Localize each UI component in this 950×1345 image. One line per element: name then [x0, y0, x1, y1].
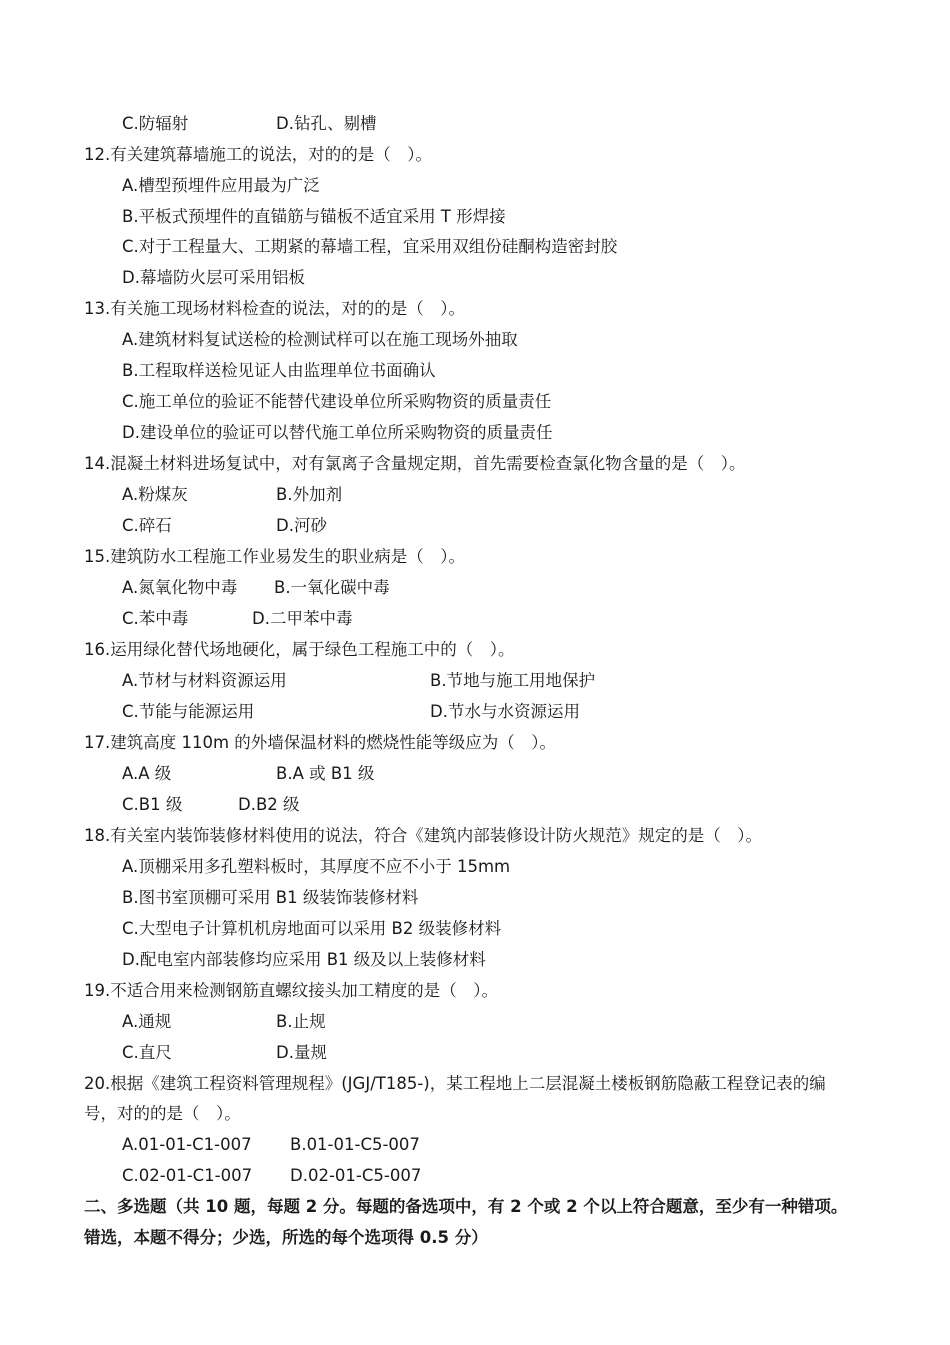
q17-option-d: D.B2 级 [238, 795, 300, 814]
q18-option-b: B.图书室顶棚可采用 B1 级装饰装修材料 [122, 888, 419, 907]
q19-option-d: D.量规 [276, 1043, 327, 1062]
q18-option-a: A.顶棚采用多孔塑料板时，其厚度不应不小于 15mm [122, 857, 511, 876]
q19-option-a: A.通规 [122, 1012, 172, 1031]
q15-option-d: D.二甲苯中毒 [252, 609, 353, 628]
q17-option-a: A.A 级 [122, 764, 172, 783]
q12-option-d: D.幕墙防火层可采用铝板 [122, 268, 305, 287]
q14-option-b: B.外加剂 [276, 485, 343, 504]
q19-option-b: B.止规 [276, 1012, 326, 1031]
q13-option-d: D.建设单位的验证可以替代施工单位所采购物资的质量责任 [122, 423, 553, 442]
section-2-heading-line2: 错选，本题不得分；少选，所选的每个选项得 0.5 分） [84, 1228, 488, 1247]
q18-option-d: D.配电室内部装修均应采用 B1 级及以上装修材料 [122, 950, 486, 969]
q17-option-c: C.B1 级 [122, 795, 183, 814]
q12-option-b: B.平板式预埋件的直锚筋与锚板不适宜采用 T 形焊接 [122, 207, 506, 226]
q15-stem: 15.建筑防水工程施工作业易发生的职业病是（ ）。 [84, 547, 465, 566]
q13-option-c: C.施工单位的验证不能替代建设单位所采购物资的质量责任 [122, 392, 552, 411]
q12-option-a: A.槽型预埋件应用最为广泛 [122, 176, 320, 195]
q17-option-b: B.A 或 B1 级 [276, 764, 375, 783]
q16-option-c: C.节能与能源运用 [122, 702, 255, 721]
q18-stem: 18.有关室内装饰装修材料使用的说法，符合《建筑内部装修设计防火规范》规定的是（ ）。 [84, 826, 762, 845]
q12-stem: 12.有关建筑幕墙施工的说法，对的的是（ ）。 [84, 145, 432, 164]
q11-option-c: C.防辐射 [122, 114, 189, 133]
q20-option-c: C.02-01-C1-007 [122, 1166, 253, 1185]
q15-option-b: B.一氧化碳中毒 [274, 578, 390, 597]
q16-stem: 16.运用绿化替代场地硬化，属于绿色工程施工中的（ ）。 [84, 640, 515, 659]
q14-option-c: C.碎石 [122, 516, 172, 535]
q16-option-b: B.节地与施工用地保护 [430, 671, 596, 690]
q20-option-d: D.02-01-C5-007 [290, 1166, 422, 1185]
q14-option-d: D.河砂 [276, 516, 327, 535]
section-2-heading-line1: 二、多选题（共 10 题，每题 2 分。每题的备选项中，有 2 个或 2 个以上符合题意，至少有一种错项。 [84, 1197, 848, 1216]
q16-option-a: A.节材与材料资源运用 [122, 671, 287, 690]
q19-option-c: C.直尺 [122, 1043, 172, 1062]
q20-stem-line1: 20.根据《建筑工程资料管理规程》(JGJ/T185-)，某工程地上二层混凝土楼板钢筋隐蔽工程登记表的编 [84, 1074, 826, 1093]
q18-option-c: C.大型电子计算机机房地面可以采用 B2 级装修材料 [122, 919, 502, 938]
q13-option-a: A.建筑材料复试送检的检测试样可以在施工现场外抽取 [122, 330, 518, 349]
q13-option-b: B.工程取样送检见证人由监理单位书面确认 [122, 361, 436, 380]
q19-stem: 19.不适合用来检测钢筋直螺纹接头加工精度的是（ ）。 [84, 981, 498, 1000]
q12-option-c: C.对于工程量大、工期紧的幕墙工程，宜采用双组份硅酮构造密封胶 [122, 237, 618, 256]
q11-option-d: D.钻孔、剔槽 [276, 114, 377, 133]
q20-stem-line2: 号，对的的是（ ）。 [84, 1104, 241, 1123]
q14-option-a: A.粉煤灰 [122, 485, 188, 504]
q15-option-c: C.苯中毒 [122, 609, 189, 628]
q17-stem: 17.建筑高度 110m 的外墙保温材料的燃烧性能等级应为（ ）。 [84, 733, 557, 752]
q20-option-b: B.01-01-C5-007 [290, 1135, 420, 1154]
q20-option-a: A.01-01-C1-007 [122, 1135, 252, 1154]
q13-stem: 13.有关施工现场材料检查的说法，对的的是（ ）。 [84, 299, 465, 318]
q14-stem: 14.混凝土材料进场复试中，对有氯离子含量规定期，首先需要检查氯化物含量的是（ ）。 [84, 454, 746, 473]
q15-option-a: A.氮氧化物中毒 [122, 578, 238, 597]
q16-option-d: D.节水与水资源运用 [430, 702, 580, 721]
